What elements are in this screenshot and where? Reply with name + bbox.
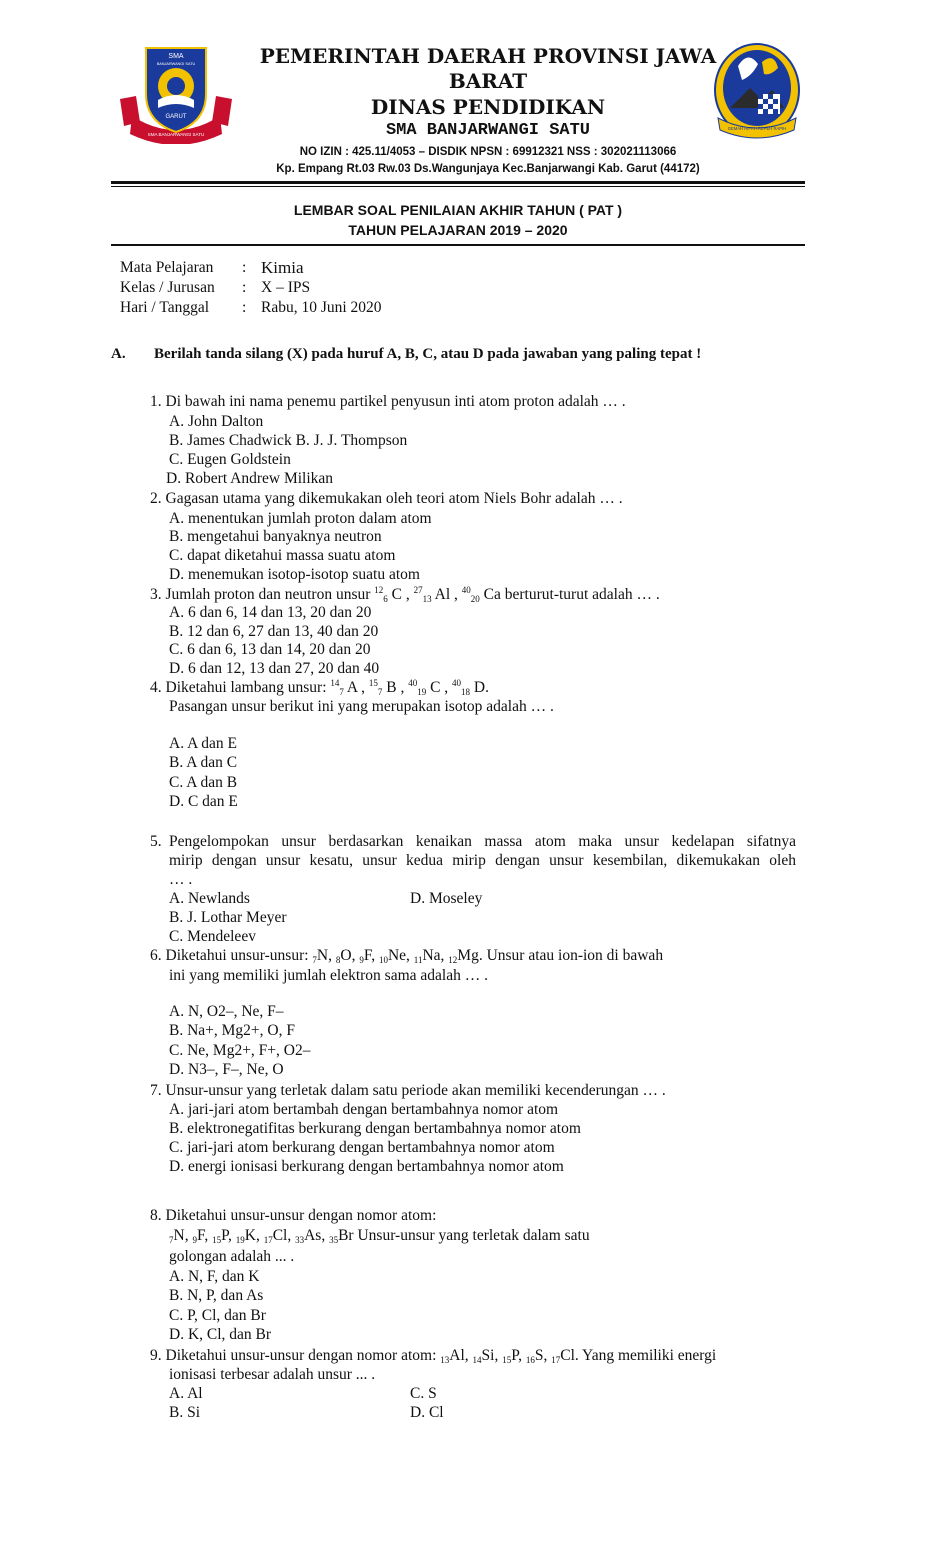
q9-option-d: D. Cl bbox=[410, 1404, 444, 1421]
gov-title-line2: BARAT bbox=[448, 69, 528, 93]
question-2: 2. Gagasan utama yang dikemukakan oleh teori atom Niels Bohr adalah … . bbox=[150, 490, 623, 507]
q3-option-c: C. 6 dan 6, 13 dan 14, 20 dan 20 bbox=[169, 641, 371, 658]
question-3: 3. Jumlah proton dan neutron unsur $^{12}_6$ C , $^{27}_{13}$ Al , $^{40}_{20}$ Ca berturut-turut adalah … . bbox=[150, 585, 660, 604]
q2-option-c: C. dapat diketahui massa suatu atom bbox=[169, 547, 396, 564]
q8-option-a: A. N, F, dan K bbox=[169, 1268, 260, 1285]
question-9: 9. Diketahui unsur-unsur dengan nomor atom: $_{13}$Al, $_{14}$Si, $_{15}$P, $_{16}$S, $_{17}$Cl. Yang memiliki energi bbox=[150, 1347, 717, 1365]
q9-option-c: C. S bbox=[410, 1385, 437, 1402]
header-divider-thin bbox=[111, 186, 805, 187]
info-sep: : bbox=[242, 279, 247, 296]
school-name: SMA BANJARWANGI SATU bbox=[385, 121, 591, 140]
title-divider bbox=[111, 244, 805, 246]
q7-option-d: D. energi ionisasi berkurang dengan bertambahnya nomor atom bbox=[169, 1158, 564, 1175]
q6-option-c: C. Ne, Mg2+, F+, O2– bbox=[169, 1042, 311, 1059]
svg-text:SMA BANJARWANGI SATU: SMA BANJARWANGI SATU bbox=[147, 132, 205, 137]
q1-option-b: B. James Chadwick B. J. J. Thompson bbox=[169, 432, 408, 449]
question-8: 8. Diketahui unsur-unsur dengan nomor atom: bbox=[150, 1207, 437, 1224]
dept-title: DINAS PENDIDIKAN bbox=[370, 95, 606, 119]
q8-option-b: B. N, P, dan As bbox=[169, 1287, 264, 1304]
question-9-line2: ionisasi terbesar adalah unsur ... . bbox=[169, 1366, 376, 1383]
q5-option-c: C. Mendeleev bbox=[169, 928, 256, 945]
question-8-line3: golongan adalah ... . bbox=[169, 1248, 295, 1265]
question-5-line3: … . bbox=[169, 871, 193, 888]
question-6-line2: ini yang memiliki jumlah elektron sama adalah … . bbox=[169, 967, 488, 984]
section-instruction: Berilah tanda silang (X) pada huruf A, B, C, atau D pada jawaban yang paling tepat ! bbox=[154, 346, 702, 362]
info-sep: : bbox=[242, 299, 247, 316]
q5-option-b: B. J. Lothar Meyer bbox=[169, 909, 287, 926]
exam-year: TAHUN PELAJARAN 2019 – 2020 bbox=[348, 222, 568, 238]
q4-option-b: B. A dan C bbox=[169, 754, 238, 771]
q2-option-a: A. menentukan jumlah proton dalam atom bbox=[169, 510, 432, 527]
q3-option-d: D. 6 dan 12, 13 dan 27, 20 dan 40 bbox=[169, 660, 380, 677]
q4-option-a: A. A dan E bbox=[169, 735, 238, 752]
info-label-date: Hari / Tanggal bbox=[120, 299, 210, 316]
school-logo-left bbox=[118, 44, 234, 144]
exam-title: LEMBAR SOAL PENILAIAN AKHIR TAHUN ( PAT ) bbox=[293, 202, 623, 218]
header-divider-thick bbox=[111, 181, 805, 184]
question-5-line1: Pengelompokan unsur berdasarkan kenaikan massa atom maka unsur kedelapan sifatnya bbox=[169, 833, 796, 850]
question-1: 1. Di bawah ini nama penemu partikel penyusun inti atom proton adalah … . bbox=[150, 393, 626, 410]
q8-option-c: C. P, Cl, dan Br bbox=[169, 1307, 266, 1324]
question-5-number: 5. bbox=[150, 833, 162, 850]
svg-text:GARUT: GARUT bbox=[165, 114, 187, 120]
question-7: 7. Unsur-unsur yang terletak dalam satu periode akan memiliki kecenderungan … . bbox=[150, 1082, 666, 1099]
info-label-class: Kelas / Jurusan bbox=[120, 279, 215, 296]
gov-title-line1: PEMERINTAH DAERAH PROVINSI JAWA bbox=[259, 44, 717, 68]
question-5-line2: mirip dengan unsur kesatu, unsur kedua mirip dengan unsur kesembilan, dikemukakan oleh bbox=[169, 852, 796, 869]
q2-option-b: B. mengetahui banyaknya neutron bbox=[169, 528, 382, 545]
q3-option-a: A. 6 dan 6, 14 dan 13, 20 dan 20 bbox=[169, 604, 372, 621]
question-6: 6. Diketahui unsur-unsur: $_7$N, $_8$O, $_9$F, $_{10}$Ne, $_{11}$Na, $_{12}$Mg. Unsur atau ion-ion di bawah bbox=[150, 947, 664, 965]
info-value-class: X – IPS bbox=[261, 279, 311, 296]
info-sep: : bbox=[242, 259, 247, 276]
q7-option-a: A. jari-jari atom bertambah dengan bertambahnya nomor atom bbox=[169, 1101, 559, 1118]
q9-option-a: A. Al bbox=[169, 1385, 203, 1402]
info-label-subject: Mata Pelajaran bbox=[120, 259, 214, 276]
svg-text:SMA: SMA bbox=[168, 53, 184, 60]
q1-option-c: C. Eugen Goldstein bbox=[169, 451, 291, 468]
q8-option-d: D. K, Cl, dan Br bbox=[169, 1326, 272, 1343]
q7-option-c: C. jari-jari atom berkurang dengan bertambahnya nomor atom bbox=[169, 1139, 555, 1156]
q2-option-d: D. menemukan isotop-isotop suatu atom bbox=[169, 566, 420, 583]
svg-text:GEMAH RIPAH REPEH RAPIH: GEMAH RIPAH REPEH RAPIH bbox=[727, 126, 787, 131]
q3-option-b: B. 12 dan 6, 27 dan 13, 40 dan 20 bbox=[169, 623, 379, 640]
section-letter: A. bbox=[111, 346, 126, 362]
q6-option-a: A. N, O2–, Ne, F– bbox=[169, 1003, 284, 1020]
q1-option-a: A. John Dalton bbox=[169, 413, 264, 430]
school-ids: NO IZIN : 425.11/4053 – DISDIK NPSN : 69912321 NSS : 302021113066 bbox=[299, 146, 677, 158]
question-4-line2: Pasangan unsur berikut ini yang merupakan isotop adalah … . bbox=[169, 698, 554, 715]
q5-option-d: D. Moseley bbox=[410, 890, 483, 907]
question-4: 4. Diketahui lambang unsur: $^{14}_7$ A , $^{15}_7$ B , $^{40}_{19}$ C , $^{40}_{18}$ D. bbox=[150, 678, 489, 697]
info-value-date: Rabu, 10 Juni 2020 bbox=[261, 299, 382, 316]
q6-option-b: B. Na+, Mg2+, O, F bbox=[169, 1022, 295, 1039]
q4-option-c: C. A dan B bbox=[169, 774, 238, 791]
q7-option-b: B. elektronegatifitas berkurang dengan bertambahnya nomor atom bbox=[169, 1120, 581, 1137]
school-address: Kp. Empang Rt.03 Rw.03 Ds.Wangunjaya Kec.Banjarwangi Kab. Garut (44172) bbox=[276, 163, 700, 175]
q6-option-d: D. N3–, F–, Ne, O bbox=[169, 1061, 284, 1078]
question-8-line2: $_7$N, $_9$F, $_{15}$P, $_{19}$K, $_{17}$Cl, $_{33}$As, $_{35}$Br Unsur-unsur yang terletak dalam satu bbox=[169, 1227, 590, 1245]
svg-text:BANJARWANGI SATU: BANJARWANGI SATU bbox=[156, 62, 196, 66]
q4-option-d: D. C dan E bbox=[169, 793, 238, 810]
q1-option-d: D. Robert Andrew Milikan bbox=[166, 470, 334, 487]
q5-option-a: A. Newlands bbox=[169, 890, 250, 907]
info-value-subject: Kimia bbox=[261, 258, 304, 277]
q9-option-b: B. Si bbox=[169, 1404, 201, 1421]
